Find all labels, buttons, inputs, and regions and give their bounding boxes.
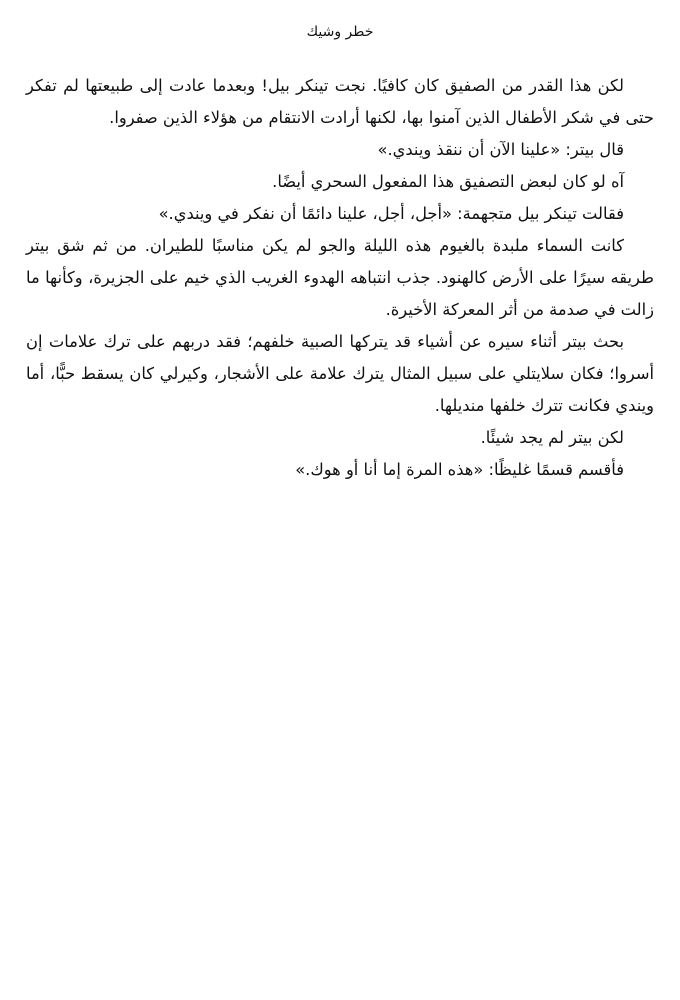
- paragraph-2: قال بيتر: «علينا الآن أن ننقذ ويندي.»: [377, 140, 624, 159]
- paragraph-3: آه لو كان لبعض التصفيق هذا المفعول السحري أيضًا.: [272, 172, 624, 191]
- body-text: [26, 70, 654, 486]
- paragraph-8: فأقسم قسمًا غليظًا: «هذه المرة إما أنا أو هوك.»: [295, 460, 624, 479]
- page-header-title: خطر وشيك: [306, 24, 374, 40]
- paragraph-7: لكن بيتر لم يجد شيئًا.: [480, 428, 624, 447]
- paragraph-4: فقالت تينكر بيل متجهمة: «أجل، أجل، علينا دائمًا أن نفكر في ويندي.»: [158, 204, 624, 223]
- paragraph-1: لكن هذا القدر من الصفيق كان كافيًا. نجت تينكر بيل! وبعدما عادت إلى طبيعتها لم تفكر حتى في شكر الأطفال الذين آمنوا بها، لكنها أرادت الانتقام من هؤلاء الذين صفروا.: [26, 76, 654, 127]
- paragraph-5: كانت السماء ملبدة بالغيوم هذه الليلة والجو لم يكن مناسبًا للطيران. من ثم شق بيتر طريقه سيرًا على الأرض كالهنود. جذب انتباهه الهدوء الغريب الذي خيم على الجزيرة، وكأنها ما زالت في صدمة من أثر المعركة الأخيرة.: [26, 236, 654, 319]
- paragraph-6: بحث بيتر أثناء سيره عن أشياء قد يتركها الصبية خلفهم؛ فقد دربهم على ترك علامات إن أسروا؛ فكان سلايتلي على سبيل المثال يترك علامة على الأشجار، وكيرلي كان يسقط حبًّا، أما ويندي فكانت تترك خلفها منديلها.: [26, 332, 654, 415]
